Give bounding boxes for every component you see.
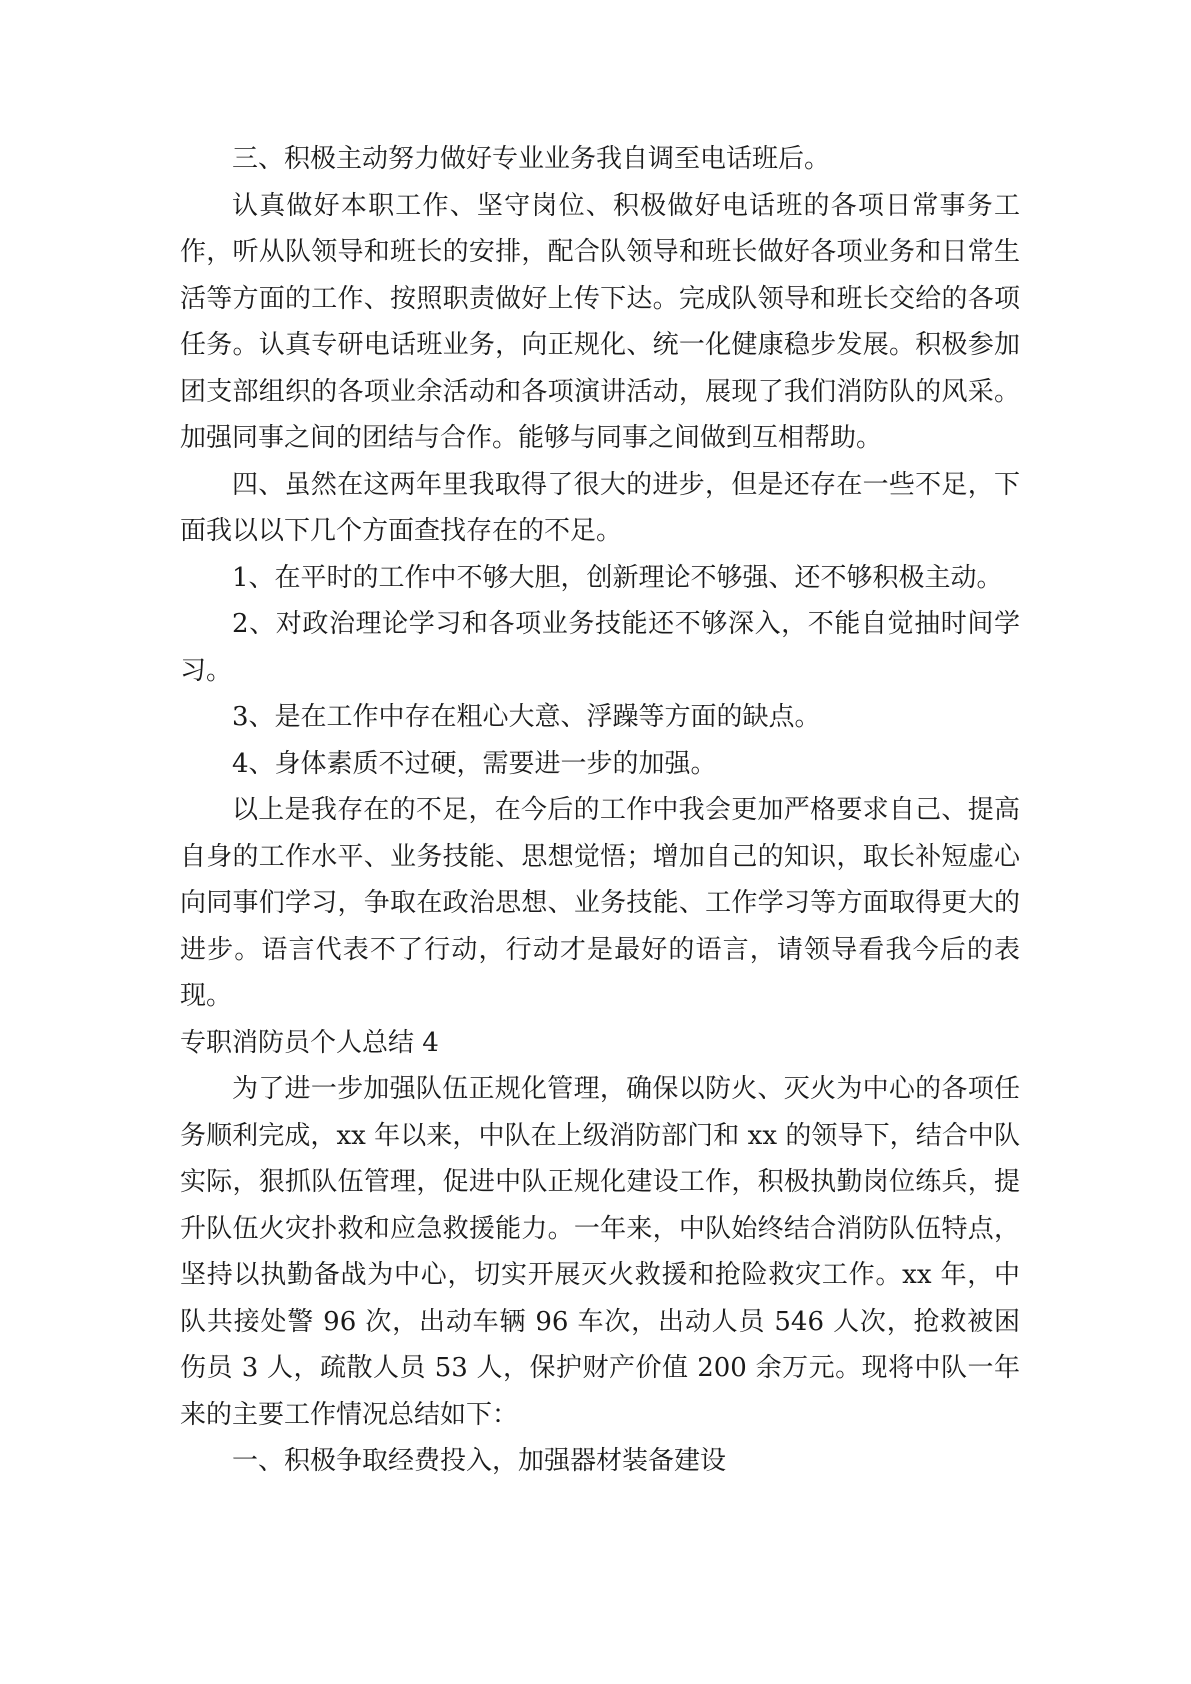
document-body <box>180 136 1020 1485</box>
paragraph-phone-duty: 认真做好本职工作、坚守岗位、积极做好电话班的各项日常事务工作，听从队领导和班长的安排，配合队领导和班长做好各项业务和日常生活等方面的工作、按照职责做好上传下达。完成队领导和班长交给的各项任务。认真专研电话班业务，向正规化、统一化健康稳步发展。积极参加团支部组织的各项业余活动和各项演讲活动，展现了我们消防队的风采。加强同事之间的团结与合作。能够与同事之间做到互相帮助。 <box>180 190 1020 453</box>
list-item-4: 4、身体素质不过硬，需要进一步的加强。 <box>232 748 717 779</box>
paragraph-item-4: 四、虽然在这两年里我取得了很大的进步，但是还存在一些不足，下面我以以下几个方面查找存在的不足。 <box>180 469 1020 546</box>
list-item-2: 2、对政治理论学习和各项业务技能还不够深入，不能自觉抽时间学习。 <box>180 609 1020 686</box>
paragraph-section-1: 一、积极争取经费投入，加强器材装备建设 <box>232 1446 727 1476</box>
list-item-3: 3、是在工作中存在粗心大意、浮躁等方面的缺点。 <box>232 702 821 732</box>
paragraph-summary-intro: 为了进一步加强队伍正规化管理，确保以防火、灭火为中心的各项任务顺利完成，xx 年以来，中队在上级消防部门和 xx 的领导下，结合中队实际，狠抓队伍管理，促进中队正规化建设工作，积极执勤岗位练兵，提升队伍火灾扑救和应急救援能力。一年来，中队始终结合消防队伍特点，坚持以执勤备战为中心，切实开展灭火救援和抢险救灾工作。xx 年，中队共接处警 96 次，出动车辆 96 车次，出动人员 546 人次，抢救被困伤员 3 人，疏散人员 53 人，保护财产价值 200 余万元。现将中队一年来的主要工作情况总结如下： <box>180 1074 1020 1430</box>
list-item-1: 1、在平时的工作中不够大胆，创新理论不够强、还不够积极主动。 <box>232 562 1003 593</box>
section-heading: 专职消防员个人总结 4 <box>180 1027 439 1058</box>
paragraph-item-3: 三、积极主动努力做好专业业务我自调至电话班后。 <box>232 144 831 174</box>
paragraph-conclusion: 以上是我存在的不足，在今后的工作中我会更加严格要求自己、提高自身的工作水平、业务技能、思想觉悟；增加自己的知识，取长补短虚心向同事们学习，争取在政治思想、业务技能、工作学习等方面取得更大的进步。语言代表不了行动，行动才是最好的语言，请领导看我今后的表现。 <box>180 795 1020 1011</box>
